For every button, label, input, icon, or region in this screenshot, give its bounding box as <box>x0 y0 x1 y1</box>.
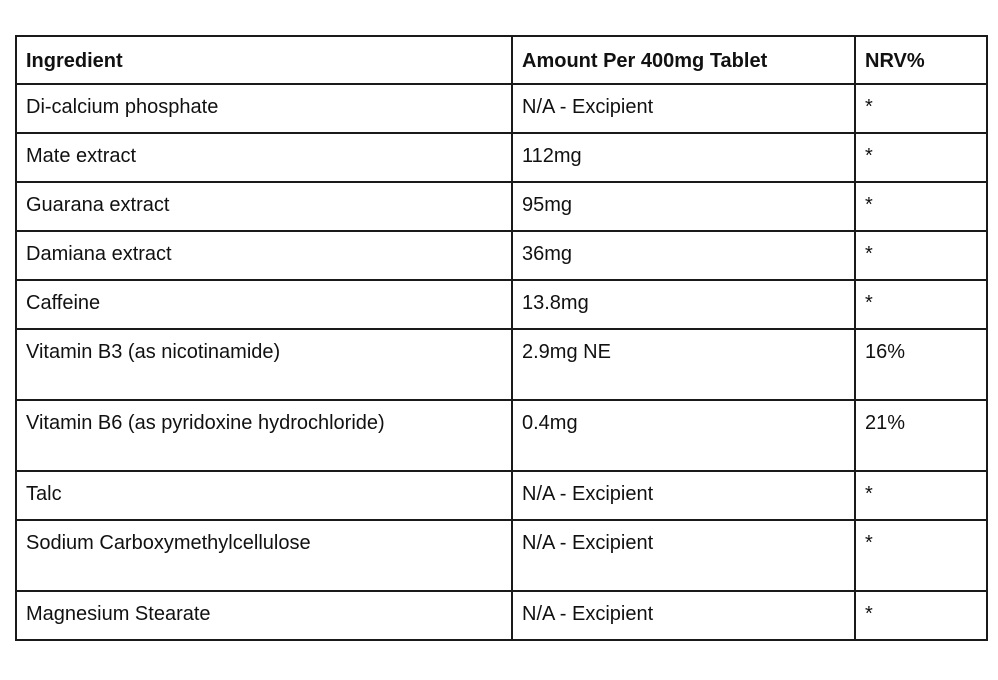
nrv-cell: 16% <box>855 329 987 400</box>
ingredient-cell: Caffeine <box>16 280 512 329</box>
nrv-cell: * <box>855 84 987 133</box>
ingredient-cell: Di-calcium phosphate <box>16 84 512 133</box>
table-row <box>16 329 987 400</box>
amount-cell: 0.4mg <box>512 400 855 471</box>
ingredient-cell: Vitamin B6 (as pyridoxine hydrochloride) <box>16 400 512 471</box>
table-row <box>16 591 987 640</box>
amount-cell: 2.9mg NE <box>512 329 855 400</box>
nrv-cell: * <box>855 471 987 520</box>
table-header-row <box>16 36 987 84</box>
amount-cell: 36mg <box>512 231 855 280</box>
header-ingredient: Ingredient <box>16 36 512 84</box>
amount-cell: 112mg <box>512 133 855 182</box>
amount-cell: N/A - Excipient <box>512 591 855 640</box>
nrv-cell: * <box>855 182 987 231</box>
nrv-cell: * <box>855 133 987 182</box>
amount-cell: N/A - Excipient <box>512 84 855 133</box>
ingredient-cell: Guarana extract <box>16 182 512 231</box>
amount-cell: N/A - Excipient <box>512 471 855 520</box>
table-row <box>16 280 987 329</box>
header-nrv: NRV% <box>855 36 987 84</box>
table-row <box>16 520 987 591</box>
table-row <box>16 471 987 520</box>
ingredient-cell: Sodium Carboxymethylcellulose <box>16 520 512 591</box>
nrv-cell: * <box>855 280 987 329</box>
nrv-cell: * <box>855 231 987 280</box>
ingredients-table <box>15 35 988 641</box>
table-row <box>16 84 987 133</box>
table-row <box>16 400 987 471</box>
ingredient-cell: Damiana extract <box>16 231 512 280</box>
amount-cell: 95mg <box>512 182 855 231</box>
ingredient-cell: Talc <box>16 471 512 520</box>
table-row <box>16 231 987 280</box>
nrv-cell: * <box>855 520 987 591</box>
header-amount: Amount Per 400mg Tablet <box>512 36 855 84</box>
ingredient-cell: Vitamin B3 (as nicotinamide) <box>16 329 512 400</box>
ingredient-cell: Magnesium Stearate <box>16 591 512 640</box>
table-row <box>16 133 987 182</box>
amount-cell: N/A - Excipient <box>512 520 855 591</box>
amount-cell: 13.8mg <box>512 280 855 329</box>
table-row <box>16 182 987 231</box>
nrv-cell: 21% <box>855 400 987 471</box>
nrv-cell: * <box>855 591 987 640</box>
ingredient-cell: Mate extract <box>16 133 512 182</box>
